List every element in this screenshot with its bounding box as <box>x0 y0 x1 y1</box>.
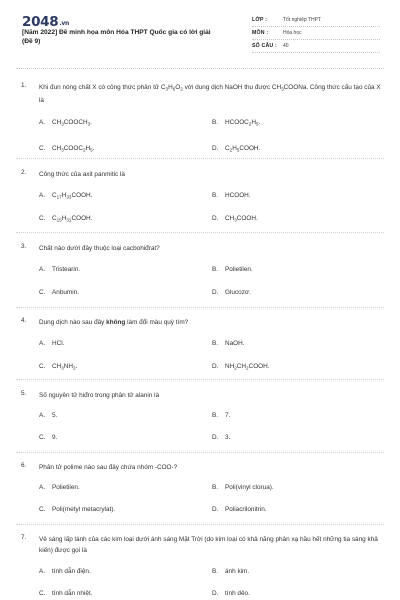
option-letter: A. <box>39 192 46 199</box>
option-a[interactable] <box>39 484 80 491</box>
option-letter: D. <box>212 145 219 152</box>
option-d[interactable] <box>212 289 251 296</box>
option-text: $CH_3NH_2$. <box>52 363 78 371</box>
option-letter: C. <box>39 363 46 370</box>
option-text: Anbumin. <box>52 289 79 296</box>
option-letter: C. <box>39 145 46 152</box>
question-text: Công thức của axit panmitic là <box>39 171 125 178</box>
option-letter: C. <box>39 590 46 597</box>
option-letter: A. <box>39 412 46 419</box>
question-separator <box>16 379 384 380</box>
question-separator <box>16 307 384 308</box>
question-text: Chất nào dưới đây thuộc loại cacbohiđrat? <box>39 245 160 252</box>
question-text <box>39 317 381 328</box>
question-separator <box>16 524 384 525</box>
option-b[interactable] <box>212 412 230 419</box>
option-text: $CH_3COOCH_3$. <box>52 119 92 127</box>
option-text: $C_2H_5COOH$. <box>225 145 261 153</box>
option-d[interactable] <box>212 363 270 371</box>
option-letter: D. <box>212 215 219 222</box>
meta-key-class: LỚP : <box>252 17 268 23</box>
option-text: Glucozơ. <box>225 289 251 296</box>
option-letter: D. <box>212 363 219 370</box>
question-text: Số nguyên tử hiđro trong phân tử alanin là <box>39 392 160 399</box>
option-letter: D. <box>212 434 219 441</box>
option-c[interactable] <box>39 363 77 371</box>
meta-value-subject: Hóa học <box>283 30 302 36</box>
option-text: tính dẫn nhiệt. <box>52 590 93 597</box>
question-separator <box>16 232 384 233</box>
option-a[interactable] <box>39 412 57 419</box>
question-text: Vẻ sáng lấp lánh của các kim loại dưới ánh sáng Mặt Trời (do kim loại có khả năng phản xạ hầu hết những tia sáng khả kiến) được gọi là <box>39 536 378 555</box>
option-d[interactable] <box>212 215 258 223</box>
option-letter: C. <box>39 289 46 296</box>
option-d[interactable] <box>212 434 230 441</box>
question-number: 7. <box>21 534 27 541</box>
option-text: $C_{15}H_{31}COOH$. <box>52 215 93 223</box>
option-text: 9. <box>52 434 58 441</box>
option-a[interactable] <box>39 266 80 273</box>
option-text: Polietilen. <box>52 484 80 491</box>
option-letter: D. <box>212 590 219 597</box>
meta-row-class <box>252 14 380 27</box>
question-separator <box>16 158 384 159</box>
option-letter: A. <box>39 119 46 126</box>
question-number: 3. <box>21 243 27 250</box>
option-d[interactable] <box>212 506 267 513</box>
option-letter: D. <box>212 506 219 513</box>
option-d[interactable] <box>212 145 260 153</box>
option-text: $NH_2CH_2COOH$. <box>225 363 270 371</box>
option-text: Tristearin. <box>52 266 81 273</box>
option-letter: A. <box>39 340 46 347</box>
option-text: $CH_3COOH$. <box>225 215 258 223</box>
option-text: Poli(vinyl clorua). <box>225 484 274 491</box>
site-logo[interactable] <box>22 14 69 30</box>
option-letter: A. <box>39 484 46 491</box>
option-letter: B. <box>212 119 219 126</box>
option-a[interactable] <box>39 192 92 200</box>
logo-text: 2048 <box>22 14 59 30</box>
option-text: Polietilen. <box>225 266 253 273</box>
option-text: Poli(metyl metacrylat). <box>52 506 116 513</box>
option-letter: A. <box>39 568 46 575</box>
option-text: 7. <box>225 412 231 419</box>
option-text: tính dẫn điện. <box>52 568 91 575</box>
option-text: ánh kim. <box>225 568 250 575</box>
exam-meta-table <box>252 14 380 53</box>
option-c[interactable] <box>39 145 95 153</box>
option-letter: D. <box>212 289 219 296</box>
meta-row-subject <box>252 27 380 40</box>
option-b[interactable] <box>212 119 260 127</box>
option-letter: C. <box>39 215 46 222</box>
meta-row-question-count <box>252 40 380 53</box>
logo-suffix: .vn <box>59 20 69 27</box>
option-text: $CH_3COOC_2H_5$. <box>52 145 95 153</box>
option-text: $HCOOC_2H_5$. <box>225 119 261 127</box>
option-text: 3. <box>225 434 231 441</box>
option-c[interactable] <box>39 590 93 597</box>
option-b[interactable] <box>212 266 253 273</box>
option-text: Poliacrilonitrin. <box>225 506 267 513</box>
option-text: HCOOH. <box>225 192 251 199</box>
option-d[interactable] <box>212 590 250 597</box>
question-number: 2. <box>21 169 27 176</box>
option-c[interactable] <box>39 506 115 513</box>
meta-value-question-count: 40 <box>283 43 289 49</box>
option-letter: B. <box>212 568 219 575</box>
option-text: $C_{17}H_{33}COOH$. <box>52 192 93 200</box>
option-text: HCl. <box>52 340 65 347</box>
option-b[interactable] <box>212 192 251 199</box>
option-letter: B. <box>212 266 219 273</box>
meta-key-subject: MÔN : <box>252 30 269 36</box>
option-letter: A. <box>39 266 46 273</box>
question-number: 6. <box>21 462 27 469</box>
option-letter: B. <box>212 412 219 419</box>
question-number: 5. <box>21 390 27 397</box>
meta-key-question-count: SỐ CÂU : <box>252 43 277 49</box>
question-separator <box>16 452 384 453</box>
option-a[interactable] <box>39 568 91 575</box>
option-letter: C. <box>39 434 46 441</box>
question-text-before: Dung dịch nào sau đây <box>39 319 107 326</box>
option-c[interactable] <box>39 215 92 223</box>
question-text: Phân tử polime nào sau đây chứa nhóm -COO-? <box>39 464 178 471</box>
option-letter: B. <box>212 484 219 491</box>
option-text: 5. <box>52 412 58 419</box>
option-letter: C. <box>39 506 46 513</box>
option-text: tính dẻo. <box>225 590 250 597</box>
header-divider <box>16 68 384 69</box>
question-text-after: làm đổi màu quỳ tím? <box>125 319 189 326</box>
question-number: 4. <box>21 317 27 324</box>
option-c[interactable] <box>39 289 79 296</box>
option-letter: B. <box>212 192 219 199</box>
question-text-emphasis: không <box>106 319 126 326</box>
question-number: 1. <box>21 82 27 89</box>
document-header <box>0 0 400 68</box>
option-b[interactable] <box>212 484 274 491</box>
option-letter: B. <box>212 340 219 347</box>
option-b[interactable] <box>212 568 249 575</box>
option-b[interactable] <box>212 340 245 347</box>
option-a[interactable] <box>39 340 64 347</box>
meta-value-class: Tốt nghiệp THPT <box>283 17 321 23</box>
option-c[interactable] <box>39 434 57 441</box>
document-title: [Năm 2022] Đề minh họa môn Hóa THPT Quốc gia có lời giải (Đề 9) <box>22 29 211 45</box>
question-text: Khi đun nóng chất X có công thức phân tử $C_3H_6O_2$ với dung dịch NaOH thu được $CH_3COONa$. Công thức cấu tạo của X là <box>39 84 381 104</box>
option-text: NaOH. <box>225 340 245 347</box>
option-a[interactable] <box>39 119 92 127</box>
